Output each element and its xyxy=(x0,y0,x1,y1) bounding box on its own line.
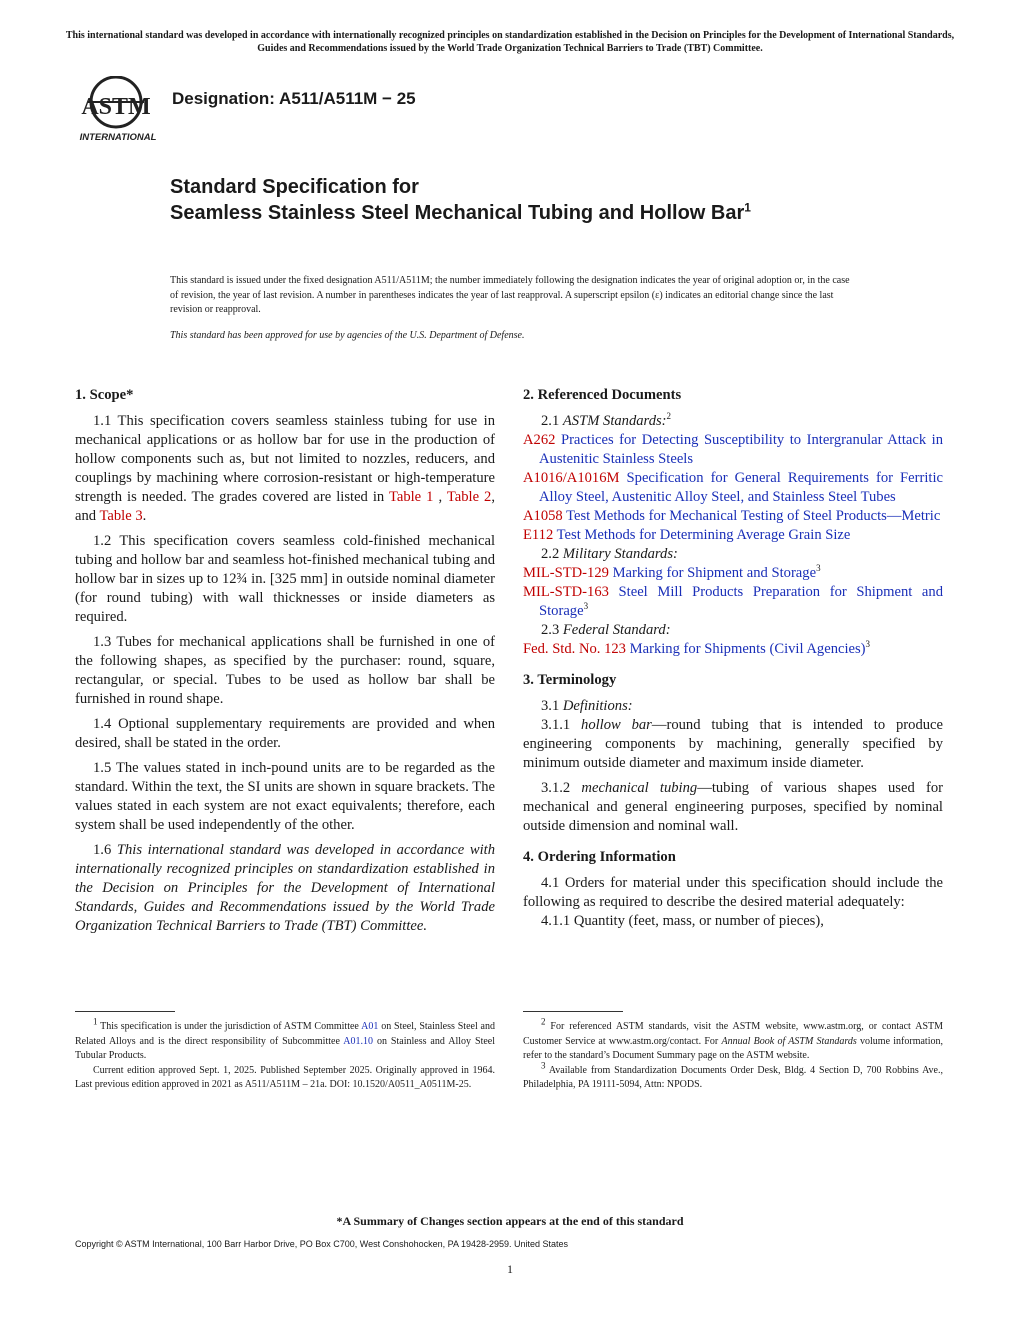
footnotes-left xyxy=(75,1016,495,1093)
ref-item[interactable]: A262 Practices for Detecting Susceptibility to Intergranular Attack in Austenitic Stainless Steels xyxy=(523,432,943,467)
scope-1-4: 1.4 Optional supplementary requirements are provided and when desired, shall be stated in the order. xyxy=(75,716,495,751)
table-1-link[interactable]: Table 1 xyxy=(388,489,434,505)
definition-mechanical-tubing: 3.1.2 mechanical tubing—tubing of various shapes used for mechanical and general engineering purposes, specified by nominal outside dimension and nominal wall. xyxy=(523,780,944,834)
title-line-2: Seamless Stainless Steel Mechanical Tubing and Hollow Bar$^1$ xyxy=(170,200,751,224)
dod-approval: This standard has been approved for use by agencies of the U.S. Department of Defense. xyxy=(170,330,525,341)
title-footnote-ref[interactable]: 1 xyxy=(744,200,751,215)
document-title xyxy=(170,174,850,226)
astm-standards-label: 2.1 ASTM Standards:$^2$ xyxy=(541,411,672,429)
astm-ref-list xyxy=(523,431,943,545)
federal-standard-label: 2.3 Federal Standard: xyxy=(541,622,671,638)
wto-notice: This international standard was developed in accordance with internationally recognized principles on standardization established in the Decision on Principles for the Development of International Standards, Guides and Recommendations issued by the World Trade Organization Technical Barriers to Trade (TBT) Committee. xyxy=(65,30,955,54)
scope-1-3: 1.3 Tubes for mechanical applications shall be furnished in one of the following shapes, as specified by the purchaser: round, square, rectangular, or special. Tubes to be used as hollow bar shall be furnished in round shape. xyxy=(75,634,495,707)
left-column xyxy=(75,386,495,942)
footnote-1: $^1$ This specification is under the jurisdiction of ASTM Committee A01 on Steel, Stainless Steel and Related Alloys and is the direct responsibility of Subcommittee A01.10 on Stainless and Alloy Steel Tubular Products. xyxy=(75,1016,495,1061)
footnotes-right xyxy=(523,1016,943,1093)
scope-1-2: 1.2 This specification covers seamless cold-finished mechanical tubing and hollow bar and seamless hot-finished mechanical tubing and hollow bar in sizes up to 12¾ in. [325 mm] in outside nominal diameter (for round tubing) with wall thicknesses or inside diameters as required. xyxy=(75,533,495,625)
refs-heading: 2. Referenced Documents xyxy=(523,387,682,403)
ref-item[interactable]: Fed. Std. No. 123 Marking for Shipments (Civil Agencies)$^3$ xyxy=(523,639,871,657)
ref-item[interactable]: A1058 Test Methods for Mechanical Testing of Steel Products—Metric xyxy=(523,508,941,524)
scope-heading: 1. Scope* xyxy=(75,387,134,403)
ordering-4-1-1: 4.1.1 Quantity (feet, mass, or number of pieces), xyxy=(541,913,824,929)
military-standards-label: 2.2 Military Standards: xyxy=(541,546,678,562)
svg-text:ASTM: ASTM xyxy=(81,94,151,120)
astm-logo xyxy=(74,76,162,144)
page-number: 1 xyxy=(507,1262,513,1276)
subcommittee-link[interactable]: A01.10 xyxy=(343,1035,374,1047)
table-2-link[interactable]: Table 2 xyxy=(446,489,492,505)
footnote-rule-left xyxy=(75,1011,175,1012)
scope-1-5: 1.5 The values stated in inch-pound units are to be regarded as the standard. Within the text, the SI units are shown in square brackets. The values stated in each system are not exact equivalents; therefore, each system shall be used independently of the other. xyxy=(75,760,495,833)
scope-1-1: 1.1 This specification covers seamless stainless tubing for use in mechanical applications or as hollow bar for use in the production of hollow components such as, but not limited to nozzles, reducers, and couplings by machining where corrosion-resistant or high-temperature strength is needed. The grades covered are listed in Table 1 , Table 2, and Table 3. xyxy=(75,413,495,524)
summary-of-changes-note: *A Summary of Changes section appears at the end of this standard xyxy=(336,1214,684,1228)
ref-item[interactable]: MIL-STD-163 Steel Mill Products Preparation for Shipment and Storage$^3$ xyxy=(523,584,943,619)
scope-1-6: 1.6 This international standard was developed in accordance with internationally recognized principles on standardization established in the Decision on Principles for the Development of International Standards, Guides and Recommendations issued by the World Trade Organization Technical Barriers to Trade (TBT) Committee. xyxy=(75,842,496,934)
issued-statement: This standard is issued under the fixed designation A511/A511M; the number immediately following the designation indicates the year of original adoption or, in the case of revision, the year of last revision. A number in parentheses indicates the year of last reapproval. A superscript epsilon (ε) indicates an editorial change since the last revision or reapproval. xyxy=(170,275,850,315)
footnote-rule-right xyxy=(523,1011,623,1012)
table-3-link[interactable]: Table 3 xyxy=(99,508,143,524)
ref-item[interactable]: E112 Test Methods for Determining Average Grain Size xyxy=(523,527,851,543)
designation: Designation: A511/A511M − 25 xyxy=(172,89,416,108)
ref-item[interactable]: MIL-STD-129 Marking for Shipment and Storage$^3$ xyxy=(523,563,821,581)
footnote-1-edition: Current edition approved Sept. 1, 2025. Published September 2025. Originally approved in 1964. Last previous edition approved in 2021 as A511/A511M – 21a. DOI: 10.1520/A0511_A0511M-25. xyxy=(75,1064,495,1090)
ordering-heading: 4. Ordering Information xyxy=(523,849,676,865)
definition-hollow-bar: 3.1.1 hollow bar—round tubing that is intended to produce engineering components by machining, generally specified by minimum outside diameter and maximum inside diameter. xyxy=(523,717,943,771)
terminology-heading: 3. Terminology xyxy=(523,672,617,688)
footnote-3: $^3$ Available from Standardization Documents Order Desk, Bldg. 4 Section D, 700 Robbins Ave., Philadelphia, PA 19111-5094, Attn: NPODS. xyxy=(523,1060,943,1090)
ordering-4-1: 4.1 Orders for material under this specification should include the following as required to describe the desired material adequately: xyxy=(523,875,943,910)
ref-item[interactable]: A1016/A1016M Specification for General Requirements for Ferritic Alloy Steel, Austenitic Alloy Steel, and Stainless Steel Tubes xyxy=(523,470,943,505)
definitions-label: 3.1 Definitions: xyxy=(541,698,633,714)
footnote-2: $^2$ For referenced ASTM standards, visit the ASTM website, www.astm.org, or contact ASTM Customer Service at www.astm.org/contact. For Annual Book of ASTM Standards volume information, refer to the standard’s Document Summary page on the ASTM website. xyxy=(523,1016,943,1061)
title-line-1: Standard Specification for xyxy=(170,176,419,198)
copyright: Copyright © ASTM International, 100 Barr Harbor Drive, PO Box C700, West Conshohocken, PA 19428-2959. United States xyxy=(75,1239,569,1249)
right-column xyxy=(523,386,943,937)
svg-text:INTERNATIONAL: INTERNATIONAL xyxy=(79,132,157,143)
committee-link[interactable]: A01 xyxy=(361,1021,379,1032)
